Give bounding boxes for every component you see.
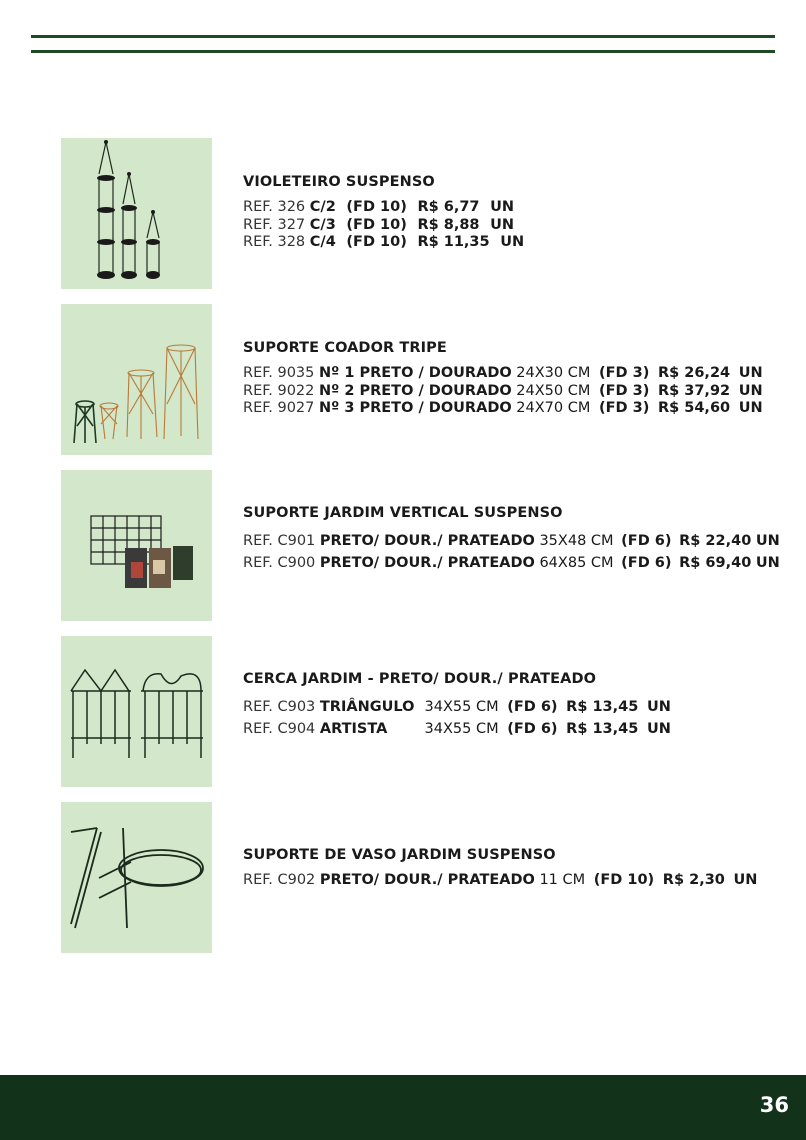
product-line: REF. 328 C/4 (FD 10) R$ 11,35 UN (243, 234, 525, 250)
header-rule-bottom (31, 50, 775, 53)
product-violeteiro (243, 174, 524, 252)
footer-bar (0, 1075, 806, 1140)
product-line: REF. C903 TRIÂNGULO 34X55 CM (FD 6) R$ 13,45 UN (243, 699, 671, 715)
product-line: REF. 9035 Nº 1 PRETO / DOURADO 24X30 CM (FD 3) R$ 26,24 UN (243, 365, 763, 381)
product-image-jardim-vertical (61, 470, 212, 621)
product-line: REF. C902 PRETO/ DOUR./ PRATEADO 11 CM (FD 10) R$ 2,30 UN (243, 872, 758, 888)
product-line: REF. 9022 Nº 2 PRETO / DOURADO 24X50 CM (FD 3) R$ 37,92 UN (243, 382, 763, 399)
product-cerca-jardim (243, 671, 671, 740)
product-image-violeteiro (61, 138, 212, 289)
product-image-coador-tripe (61, 304, 212, 455)
product-line: REF. 9027 Nº 3 PRETO / DOURADO 24X70 CM (FD 3) R$ 54,60 UN (243, 400, 763, 416)
product-title: CERCA JARDIM - PRETO/ DOUR./ PRATEADO (243, 671, 597, 687)
product-coador-tripe (243, 340, 763, 418)
product-suporte-vaso (243, 847, 757, 890)
page-number: 36 (759, 1093, 789, 1117)
product-title: SUPORTE JARDIM VERTICAL SUSPENSO (243, 505, 563, 521)
product-image-cerca-jardim (61, 636, 212, 787)
product-line: REF. 327 C/3 (FD 10) R$ 8,88 UN (243, 216, 515, 233)
product-image-suporte-vaso (61, 802, 212, 953)
product-title: SUPORTE COADOR TRIPE (243, 340, 447, 356)
product-line: REF. C901 PRETO/ DOUR./ PRATEADO 35X48 CM (FD 6) R$ 22,40 UN (243, 533, 780, 549)
product-line: REF. 326 C/2 (FD 10) R$ 6,77 UN (243, 199, 515, 215)
product-jardim-vertical (243, 505, 780, 574)
header-rule-top (31, 35, 775, 38)
product-title: VIOLETEIRO SUSPENSO (243, 174, 435, 190)
product-line: REF. C900 PRETO/ DOUR./ PRATEADO 64X85 CM (FD 6) R$ 69,40 UN (243, 555, 780, 571)
product-title: SUPORTE DE VASO JARDIM SUSPENSO (243, 847, 556, 863)
product-line: REF. C904 ARTISTA 34X55 CM (FD 6) R$ 13,45 UN (243, 721, 671, 737)
